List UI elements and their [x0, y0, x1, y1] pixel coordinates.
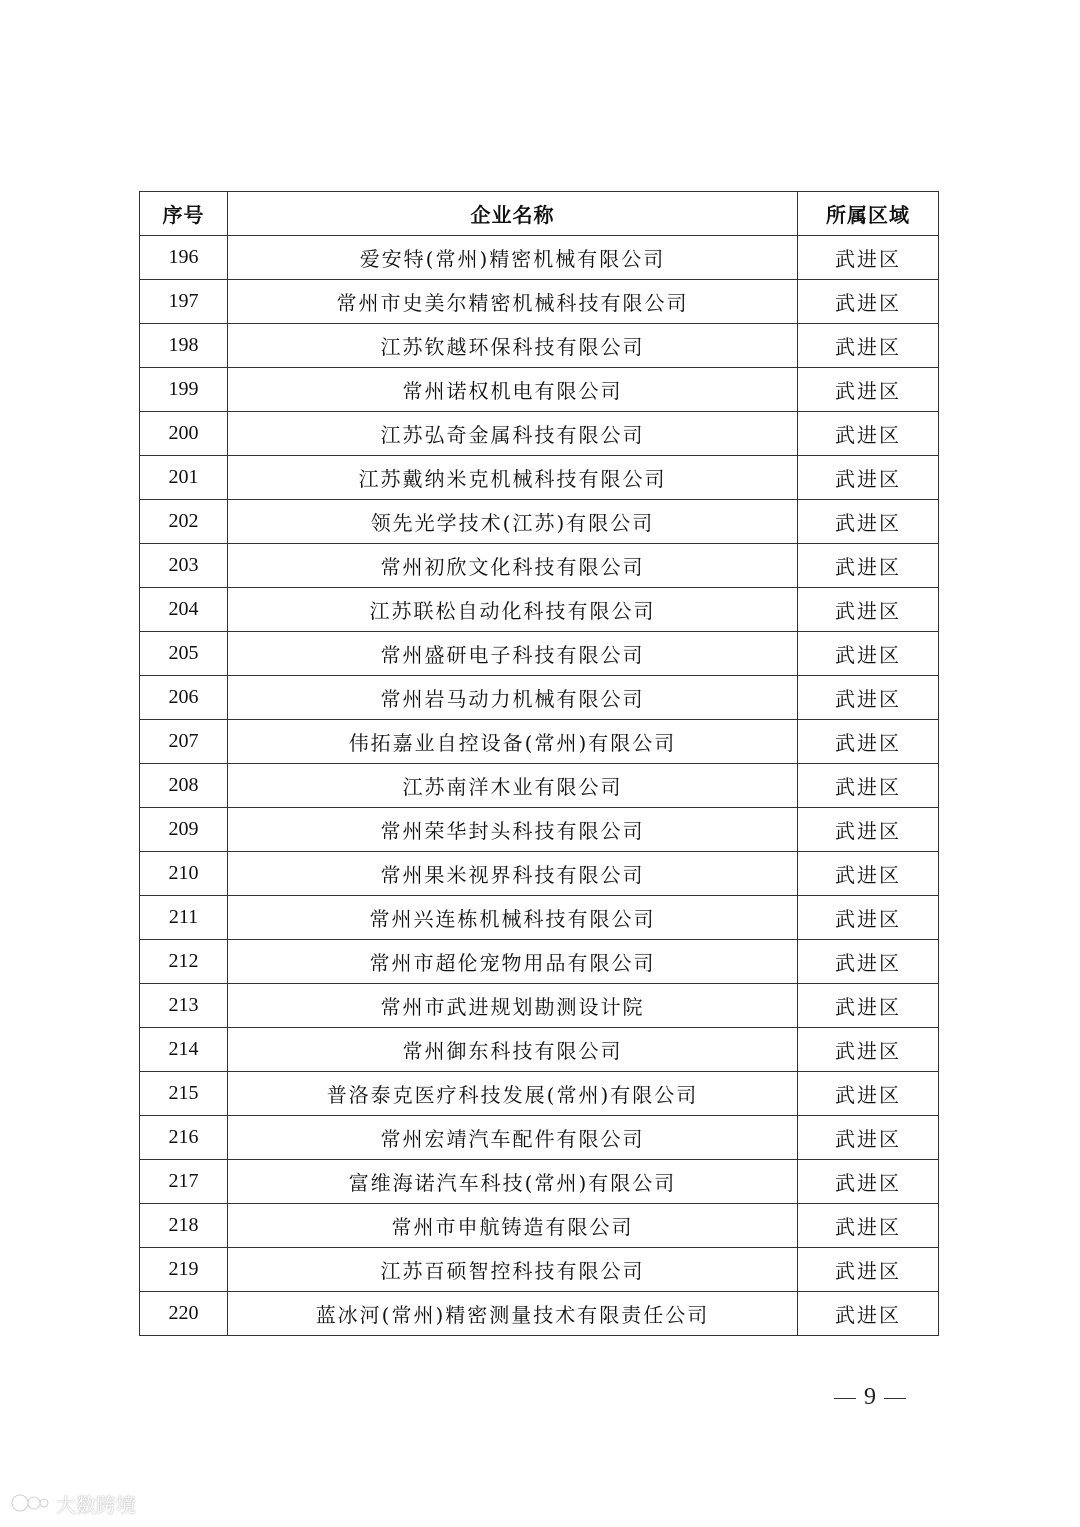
row-region: 武进区: [798, 324, 939, 368]
watermark: [10, 1488, 136, 1518]
row-region: 武进区: [798, 632, 939, 676]
row-index: 203: [140, 544, 228, 588]
row-company-name: 普洛泰克医疗科技发展(常州)有限公司: [228, 1072, 798, 1116]
row-company-name: 常州岩马动力机械有限公司: [228, 676, 798, 720]
row-region: 武进区: [798, 368, 939, 412]
row-index: 217: [140, 1160, 228, 1204]
row-region: 武进区: [798, 1204, 939, 1248]
page-number: 9: [864, 1384, 876, 1410]
row-index: 215: [140, 1072, 228, 1116]
row-index: 212: [140, 940, 228, 984]
table-row: [140, 324, 939, 368]
table-row: [140, 676, 939, 720]
table-row: [140, 456, 939, 500]
row-company-name: 江苏戴纳米克机械科技有限公司: [228, 456, 798, 500]
row-index: 207: [140, 720, 228, 764]
row-company-name: 常州荣华封头科技有限公司: [228, 808, 798, 852]
table-row: [140, 896, 939, 940]
header-company-name: 企业名称: [228, 192, 798, 236]
row-region: 武进区: [798, 940, 939, 984]
row-company-name: 常州果米视界科技有限公司: [228, 852, 798, 896]
table-row: [140, 280, 939, 324]
row-region: 武进区: [798, 720, 939, 764]
row-company-name: 江苏百硕智控科技有限公司: [228, 1248, 798, 1292]
row-index: 201: [140, 456, 228, 500]
table-row: [140, 1072, 939, 1116]
table-row: [140, 720, 939, 764]
row-company-name: 伟拓嘉业自控设备(常州)有限公司: [228, 720, 798, 764]
row-region: 武进区: [798, 1248, 939, 1292]
table-row: [140, 500, 939, 544]
row-index: 218: [140, 1204, 228, 1248]
row-region: 武进区: [798, 808, 939, 852]
row-company-name: 常州诺权机电有限公司: [228, 368, 798, 412]
header-region: 所属区域: [798, 192, 939, 236]
row-company-name: 常州初欣文化科技有限公司: [228, 544, 798, 588]
row-index: 200: [140, 412, 228, 456]
row-company-name: 常州兴连栋机械科技有限公司: [228, 896, 798, 940]
table-row: [140, 1028, 939, 1072]
row-index: 210: [140, 852, 228, 896]
row-region: 武进区: [798, 412, 939, 456]
table-header-row: [140, 192, 939, 236]
row-company-name: 常州盛研电子科技有限公司: [228, 632, 798, 676]
footer-dash-right: [884, 1398, 906, 1399]
row-region: 武进区: [798, 1072, 939, 1116]
row-index: 214: [140, 1028, 228, 1072]
row-region: 武进区: [798, 852, 939, 896]
enterprise-table: [139, 191, 939, 1336]
row-region: 武进区: [798, 896, 939, 940]
table-row: [140, 368, 939, 412]
table-row: [140, 808, 939, 852]
row-region: 武进区: [798, 1292, 939, 1336]
row-index: 205: [140, 632, 228, 676]
row-index: 211: [140, 896, 228, 940]
footer-dash-left: [834, 1398, 856, 1399]
row-region: 武进区: [798, 280, 939, 324]
row-index: 198: [140, 324, 228, 368]
row-index: 199: [140, 368, 228, 412]
row-company-name: 常州宏靖汽车配件有限公司: [228, 1116, 798, 1160]
row-index: 202: [140, 500, 228, 544]
row-region: 武进区: [798, 500, 939, 544]
row-index: 208: [140, 764, 228, 808]
row-region: 武进区: [798, 544, 939, 588]
table-row: [140, 412, 939, 456]
header-index: 序号: [140, 192, 228, 236]
row-index: 220: [140, 1292, 228, 1336]
table-row: [140, 1292, 939, 1336]
row-region: 武进区: [798, 676, 939, 720]
row-company-name: 常州市武进规划勘测设计院: [228, 984, 798, 1028]
row-company-name: 富维海诺汽车科技(常州)有限公司: [228, 1160, 798, 1204]
table-row: [140, 852, 939, 896]
table-row: [140, 236, 939, 280]
row-region: 武进区: [798, 1028, 939, 1072]
page-footer: [820, 1384, 920, 1411]
row-index: 204: [140, 588, 228, 632]
row-company-name: 常州市超伦宠物用品有限公司: [228, 940, 798, 984]
table-row: [140, 1248, 939, 1292]
table-row: [140, 1116, 939, 1160]
row-index: 196: [140, 236, 228, 280]
row-region: 武进区: [798, 588, 939, 632]
row-company-name: 江苏弘奇金属科技有限公司: [228, 412, 798, 456]
row-index: 213: [140, 984, 228, 1028]
table-row: [140, 588, 939, 632]
row-company-name: 领先光学技术(江苏)有限公司: [228, 500, 798, 544]
row-company-name: 江苏钦越环保科技有限公司: [228, 324, 798, 368]
row-index: 219: [140, 1248, 228, 1292]
row-company-name: 常州市申航铸造有限公司: [228, 1204, 798, 1248]
row-region: 武进区: [798, 1116, 939, 1160]
row-index: 209: [140, 808, 228, 852]
row-index: 216: [140, 1116, 228, 1160]
table-row: [140, 1160, 939, 1204]
row-company-name: 江苏联松自动化科技有限公司: [228, 588, 798, 632]
row-company-name: 爱安特(常州)精密机械有限公司: [228, 236, 798, 280]
row-index: 206: [140, 676, 228, 720]
row-region: 武进区: [798, 984, 939, 1028]
row-index: 197: [140, 280, 228, 324]
row-company-name: 常州市史美尔精密机械科技有限公司: [228, 280, 798, 324]
table-row: [140, 984, 939, 1028]
table-row: [140, 1204, 939, 1248]
row-company-name: 蓝冰河(常州)精密测量技术有限责任公司: [228, 1292, 798, 1336]
table-row: [140, 764, 939, 808]
row-region: 武进区: [798, 764, 939, 808]
table-row: [140, 632, 939, 676]
table-row: [140, 940, 939, 984]
row-region: 武进区: [798, 1160, 939, 1204]
table-row: [140, 544, 939, 588]
brand-logo-icon: [10, 1491, 50, 1515]
watermark-text: 大数跨境: [56, 1492, 136, 1517]
row-region: 武进区: [798, 236, 939, 280]
row-company-name: 常州御东科技有限公司: [228, 1028, 798, 1072]
row-region: 武进区: [798, 456, 939, 500]
row-company-name: 江苏南洋木业有限公司: [228, 764, 798, 808]
